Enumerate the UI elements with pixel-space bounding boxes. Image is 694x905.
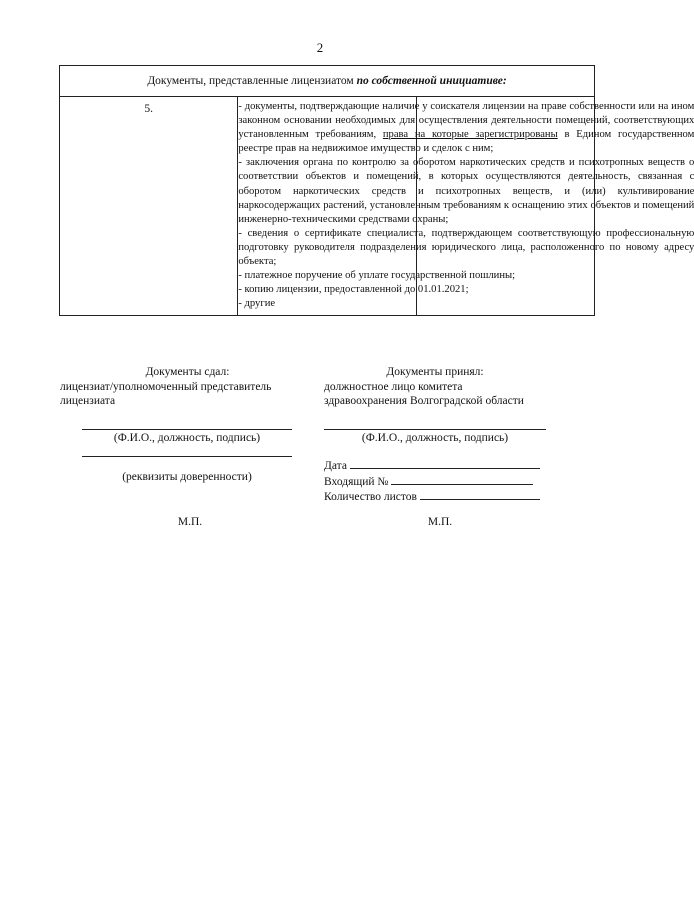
table-header-emphasis: по собственной инициативе:	[356, 75, 507, 87]
sheet-count-input-line[interactable]	[420, 489, 540, 500]
submitter-role-line1: лицензиат/уполномоченный представитель	[60, 381, 272, 393]
date-input-line[interactable]	[350, 458, 540, 469]
submitter-signature-caption: (Ф.И.О., должность, подпись)	[113, 432, 261, 444]
list-item: - документы, подтверждающие наличие у соискателя лицензии на праве собственности или на ином законном основании необходимых для осуществления деятельности помещений, соответствующих установленным требованиям, права на которые зарегистрированы в Едином государственном реестре прав на недвижимое имущество и сделок с ним;	[238, 101, 694, 155]
list-item: - копию лицензии, предоставленной до 01.01.2021;	[238, 284, 469, 296]
date-field	[324, 458, 546, 472]
list-item: - сведения о сертификате специалиста, подтверждающем соответствующую профессиональную подготовку руководителя подразделения юридического лица, расположенного по новому адресу объекта;	[238, 227, 694, 268]
receiver-stamp: М.П.	[427, 516, 453, 528]
receiver-role-line2: здравоохранения Волгоградской области	[324, 395, 524, 407]
table-row	[60, 97, 595, 316]
table-header-row	[60, 66, 595, 97]
documents-table	[59, 65, 694, 316]
list-item: - другие	[238, 298, 276, 310]
incoming-number-field	[324, 474, 546, 488]
receiver-role-line1: должностное лицо комитета	[324, 381, 463, 393]
table-header	[60, 66, 595, 97]
submitter-role-line2: лицензиата	[60, 395, 116, 407]
sheet-count-field	[324, 489, 546, 503]
proxy-details-caption: (реквизиты доверенности)	[122, 471, 252, 483]
submitter-signature-line[interactable]	[82, 429, 292, 430]
underlined-text: права на которые зарегистрированы	[382, 129, 558, 141]
receiver-signature-line[interactable]	[324, 429, 546, 430]
submitted-by-title: Документы сдал:	[145, 366, 230, 378]
list-item: - платежное поручение об уплате государственной пошлины;	[238, 270, 516, 282]
submitter-stamp: М.П.	[177, 516, 203, 528]
list-item: - заключения органа по контролю за оборотом наркотических средств и психотропных веществ о соответствии объектов и помещений, в которых осуществляются деятельность, связанная с оборотом наркотических средств и психотропных веществ, и (или) культивирование наркосодержащих растений, установленным требованиям к оснащению этих объектов и помещений инженерно-техническими средствами охраны;	[238, 157, 694, 225]
incoming-number-label: Входящий №	[324, 476, 389, 488]
incoming-number-input-line[interactable]	[391, 474, 533, 485]
proxy-details-line[interactable]	[82, 456, 292, 457]
table-header-text: Документы, представленные лицензиатом	[147, 75, 357, 87]
page-number: 2	[316, 40, 324, 55]
receiver-signature-caption: (Ф.И.О., должность, подпись)	[361, 432, 509, 444]
date-label: Дата	[324, 460, 347, 472]
received-by-title: Документы принял:	[386, 366, 484, 378]
row-content	[238, 97, 694, 316]
row-number: 5.	[60, 97, 238, 316]
sheet-count-label: Количество листов	[324, 491, 417, 503]
